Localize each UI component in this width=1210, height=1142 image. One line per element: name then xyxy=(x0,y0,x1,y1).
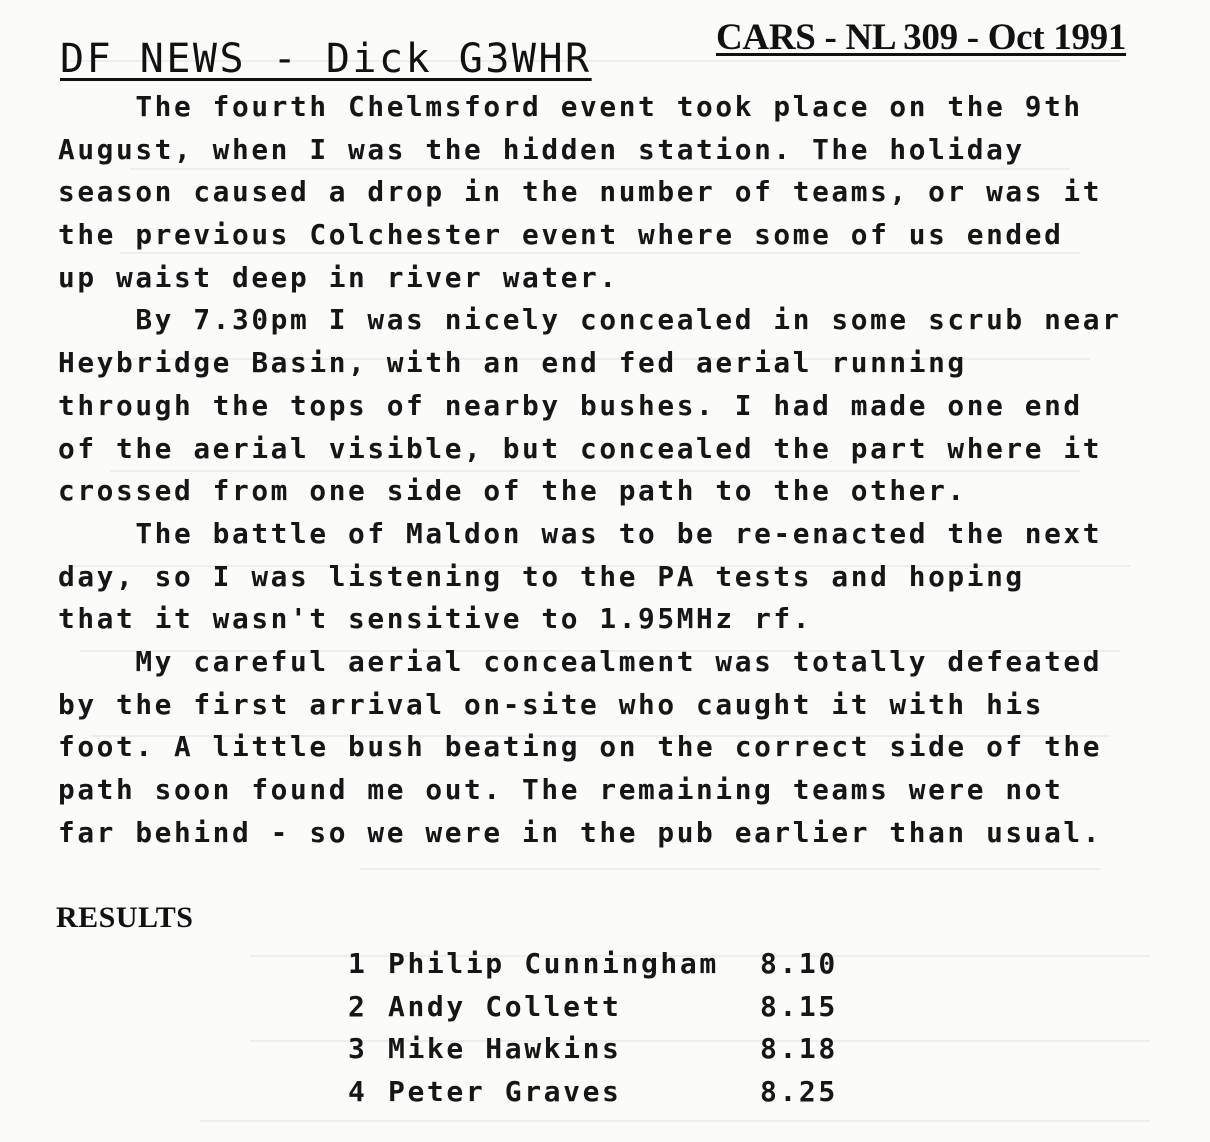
body-line: My careful aerial concealment was totally defeated xyxy=(58,644,1103,678)
newsletter-reference: CARS - NL 309 - Oct 1991 xyxy=(716,17,1127,58)
result-time: 8.15 xyxy=(760,989,838,1023)
result-time: 8.10 xyxy=(760,947,838,980)
body-line: through the tops of nearby bushes. I had made one end xyxy=(58,388,1083,422)
body-line: foot. A little bush beating on the correct side of the xyxy=(58,730,1103,764)
results-table xyxy=(348,943,870,1114)
result-name: Andy Collett xyxy=(388,989,622,1023)
body-line: far behind - so we were in the pub earlier than usual. xyxy=(58,815,1103,849)
body-line: The fourth Chelmsford event took place on the 9th xyxy=(58,90,1083,123)
body-line: Heybridge Basin, with an end fed aerial running xyxy=(58,346,967,380)
body-line: the previous Colchester event where some of us ended xyxy=(58,218,1064,252)
result-row xyxy=(348,1071,870,1114)
article-body xyxy=(58,86,1138,854)
result-rank: 2 xyxy=(348,989,368,1023)
results-heading: RESULTS xyxy=(56,901,194,934)
body-line: of the aerial visible, but concealed the part where it xyxy=(58,431,1103,465)
body-line: that it wasn't sensitive to 1.95MHz rf. xyxy=(58,602,813,636)
result-time: 8.18 xyxy=(760,1032,838,1066)
article-title: DF NEWS - Dick G3WHR xyxy=(60,36,592,82)
result-rank: 4 xyxy=(348,1075,368,1109)
body-line: by the first arrival on-site who caught it with his xyxy=(58,687,1045,721)
result-name: Mike Hawkins xyxy=(388,1032,622,1066)
result-time: 8.25 xyxy=(760,1075,838,1109)
body-line: season caused a drop in the number of teams, or was it xyxy=(58,175,1103,209)
body-line: The battle of Maldon was to be re-enacted the next xyxy=(58,516,1103,550)
result-row xyxy=(348,986,870,1029)
result-rank: 3 xyxy=(348,1032,368,1066)
body-line: path soon found me out. The remaining teams were not xyxy=(58,773,1064,806)
result-row xyxy=(348,1028,870,1071)
result-name: Peter Graves xyxy=(388,1075,622,1109)
body-line: August, when I was the hidden station. The holiday xyxy=(58,132,1025,166)
body-line: day, so I was listening to the PA tests and hoping xyxy=(58,559,1025,593)
result-name: Philip Cunningham xyxy=(388,947,719,980)
body-line: up waist deep in river water. xyxy=(58,260,619,294)
body-line: crossed from one side of the path to the other. xyxy=(58,474,967,508)
result-rank: 1 xyxy=(348,947,368,980)
result-row xyxy=(348,943,870,986)
body-line: By 7.30pm I was nicely concealed in some scrub near xyxy=(58,303,1122,337)
